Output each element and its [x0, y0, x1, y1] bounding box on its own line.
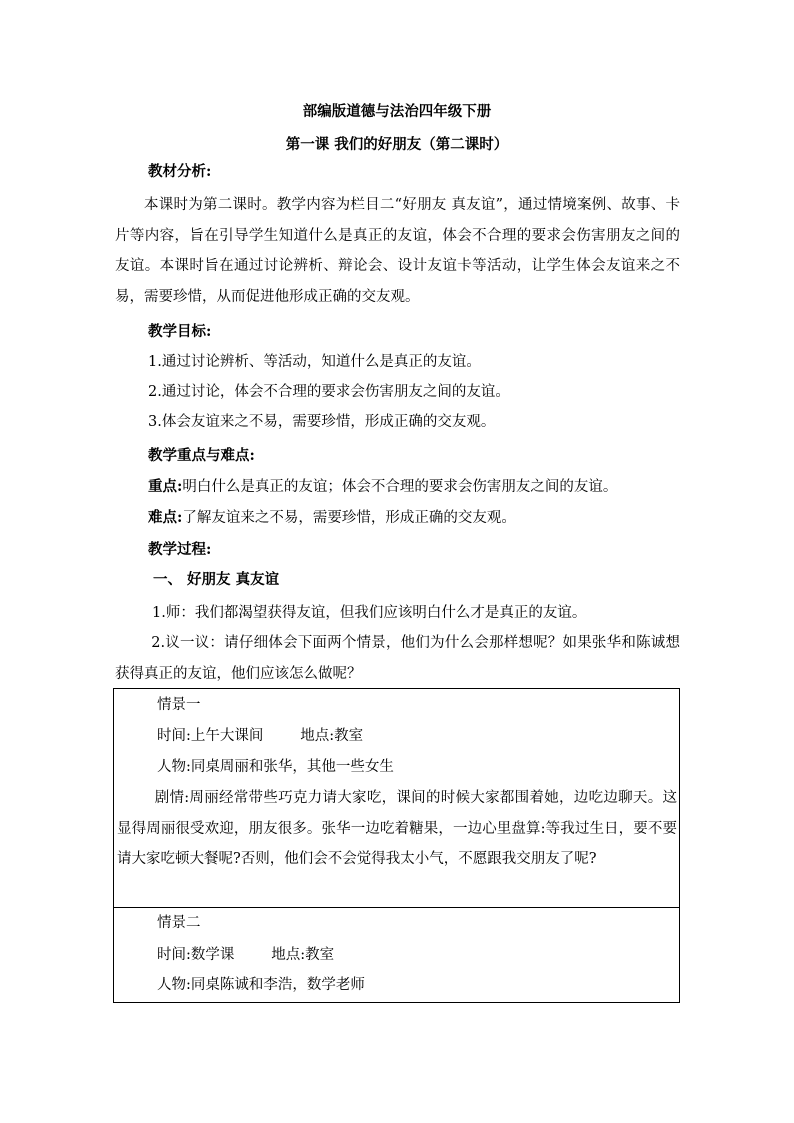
document-title: 部编版道德与法治四年级下册: [302, 103, 492, 120]
scenario-one-plot: 剧情:周丽经常带些巧克力请大家吃，课间的时候大家都围着她，边吃边聊天。这显得周丽很受欢迎，朋友很多。张华一边吃着糖果，一边心里盘算:等我过生日，要不要请大家吃顿大餐呢?否则，他们会不会觉得我太小气，不愿跟我交朋友了呢?: [117, 790, 677, 867]
part-one-heading: 一、 好朋友 真友谊: [153, 571, 280, 588]
analysis-heading: 教材分析:: [148, 163, 212, 180]
goal-item: 1.通过讨论辨析、等活动，知道什么是真正的友谊。: [148, 354, 481, 370]
scenario-two-name: 情景二: [157, 915, 201, 931]
key-point-label: 重点:: [148, 478, 183, 495]
scenario-two-time-place: 时间:数学课 地点:教室: [157, 947, 335, 963]
difficulty-text: 了解友谊来之不易，需要珍惜，形成正确的交友观。: [182, 510, 516, 526]
key-points-heading: 教学重点与难点:: [148, 447, 255, 464]
key-point: [148, 477, 617, 497]
scenario-one-name: 情景一: [157, 697, 201, 713]
goals-heading: 教学目标:: [148, 323, 212, 340]
scenario-one-time-place: 时间:上午大课间 地点:教室: [157, 728, 364, 744]
scenario-one-people: 人物:同桌周丽和张华，其他一些女生: [157, 759, 394, 775]
process-heading: 教学过程:: [148, 541, 212, 558]
key-point-text: 明白什么是真正的友谊；体会不合理的要求会伤害朋友之间的友谊。: [182, 479, 618, 495]
analysis-paragraph: 本课时为第二课时。教学内容为栏目二“好朋友 真友谊”，通过情境案例、故事、卡片等内容，旨在引导学生知道什么是真正的友谊，体会不合理的要求会伤害朋友之间的友谊。本课时旨在通过讨论辨析、辩论会、设计友谊卡等活动，让学生体会友谊来之不易，需要珍惜，从而促进他形成正确的交友观。: [115, 197, 680, 305]
table-row-divider: [113, 907, 680, 908]
step-one: 1.师：我们都渴望获得友谊，但我们应该明白什么才是真正的友谊。: [152, 605, 587, 621]
difficulty-label: 难点:: [148, 509, 183, 526]
goal-item: 2.通过讨论，体会不合理的要求会伤害朋友之间的友谊。: [148, 384, 510, 400]
goal-item: 3.体会友谊来之不易，需要珍惜，形成正确的交友观。: [148, 414, 496, 430]
lesson-subtitle: 第一课 我们的好朋友（第二课时）: [285, 136, 509, 153]
scenario-two-people: 人物:同桌陈诚和李浩，数学老师: [157, 977, 365, 993]
step-two: 2.议一议：请仔细体会下面两个情景，他们为什么会那样想呢？如果张华和陈诚想获得真正的友谊，他们应该怎么做呢？: [115, 635, 680, 682]
difficulty-point: [148, 508, 516, 528]
